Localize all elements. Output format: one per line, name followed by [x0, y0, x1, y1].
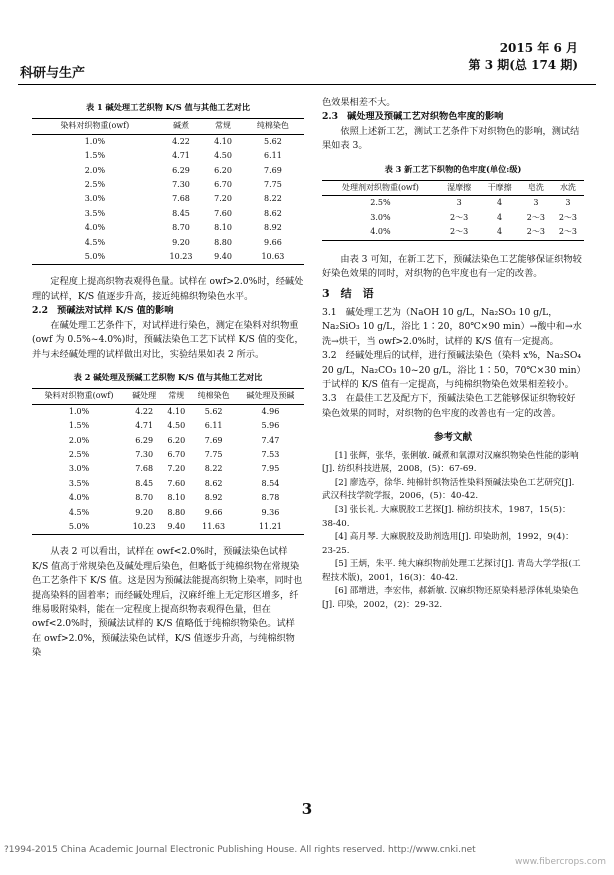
table-cell: 7.60 — [214, 208, 232, 218]
table-header-cell: 湿摩擦 — [439, 181, 479, 196]
table-cell: 1.5% — [68, 421, 90, 431]
table-cell: 3.0% — [370, 212, 391, 222]
table3-caption: 表 3 新工艺下织物的色牢度(单位:级) — [384, 163, 522, 174]
table-header-cell: 纯棉染色 — [242, 119, 304, 134]
table-cell: 2～3 — [526, 212, 545, 222]
table-header-cell: 染料对织物重(owf) — [32, 389, 126, 404]
table-cell: 8.70 — [135, 493, 154, 503]
table-cell: 4 — [479, 225, 519, 240]
table-header-cell: 碱处理及预碱 — [237, 389, 304, 404]
table-cell: 5.62 — [204, 406, 223, 416]
table-row — [32, 404, 304, 419]
table-cell: 3.0% — [68, 464, 90, 474]
table-cell: 4.22 — [135, 406, 154, 416]
table-row — [322, 196, 584, 211]
table-cell: 8.10 — [167, 493, 186, 503]
table1 — [32, 118, 304, 265]
table-cell: 11.63 — [190, 520, 236, 535]
table3 — [322, 180, 584, 241]
table-cell: 4 — [497, 212, 503, 222]
table-row — [32, 250, 304, 265]
table-cell: 9.66 — [264, 237, 282, 247]
conclusion-3-3: 3.3 在最佳工艺及配方下，预碱法染色工艺能够保证织物较好染色效果的同时，对织物的色牢度的改善也有一定的改善。 — [322, 393, 576, 419]
table-cell: 9.20 — [172, 237, 190, 247]
watermark: www.fibercrops.com — [515, 857, 606, 867]
table-cell: 4.0% — [322, 225, 439, 240]
table-cell: 8.92 — [204, 493, 223, 503]
issue-date: 2015 年 6 月 — [499, 41, 578, 55]
table-cell: 3.5% — [68, 478, 90, 488]
table-cell: 3.5% — [84, 208, 106, 218]
table-cell: 7.53 — [261, 449, 280, 459]
table-cell: 3.0% — [84, 194, 106, 204]
reference-item: [6] 邵增进，李宏伟，郝新敏. 汉麻织物还原染料悬浮体轧染染色[J]. 印染，2002，(2)：29-32. — [322, 586, 579, 611]
table-cell: 5.62 — [264, 136, 282, 146]
table-row — [32, 221, 304, 235]
table-header-cell: 皂洗 — [520, 181, 552, 196]
table-cell: 6.11 — [204, 421, 223, 431]
table2 — [32, 388, 304, 535]
table-cell: 8.10 — [214, 223, 232, 233]
table-cell: 7.68 — [135, 464, 154, 474]
left-paragraph-1: 定程度上提高织物表观得色量。试样在 owf>2.0%时，经碱处理的试样，K/S 值逐步升高，接近纯棉织物染色水平。 — [32, 276, 304, 302]
table-cell: 4.71 — [135, 421, 154, 431]
table-row — [32, 520, 304, 535]
table-cell: 4.22 — [172, 136, 190, 146]
table-cell: 4.50 — [214, 151, 232, 161]
table-row — [32, 149, 304, 163]
table-cell: 9.66 — [204, 507, 223, 517]
table-header-cell: 染料对织物重(owf) — [32, 119, 158, 134]
table-cell: 1.0% — [68, 406, 90, 416]
right-paragraph-0: 色效果相差不大。 — [322, 97, 396, 108]
table-cell: 10.23 — [158, 250, 204, 265]
table-row — [32, 207, 304, 221]
table-row — [32, 178, 304, 192]
reference-item: [1] 张辉，张华，张俐敏. 碱煮和氧漂对汉麻织物染色性能的影响[J]. 纺织科技进展，2008，(5)：67-69. — [322, 450, 579, 475]
table-header-cell: 碱处理 — [126, 389, 162, 404]
table-cell: 1.5% — [84, 151, 106, 161]
table-cell: 4.0% — [84, 223, 106, 233]
table-cell: 7.20 — [214, 194, 232, 204]
table-cell: 4.96 — [261, 406, 280, 416]
table-cell: 3 — [565, 198, 571, 208]
table-header-cell: 处理剂对织物重(owf) — [322, 181, 439, 196]
table-cell: 8.22 — [264, 194, 282, 204]
conclusion-3-1: 3.1 碱处理工艺为（NaOH 10 g/L，Na₂SO₃ 10 g/L，Na₂SiO₃ 10 g/L，浴比 1∶20，80℃×90 min）→酸中和→水洗→烘干，当 owf>2.0%时，试样的 K/S 值有一定提高。 — [322, 306, 582, 347]
left-paragraph-2: 在碱处理工艺条件下，对试样进行染色，测定在染料对织物重(owf 为 0.5%~4.0%)时，预碱法染色工艺下试样 K/S 值的变化，并与未经碱处理的试样做出对比，实验结果如表 2 所示。 — [32, 319, 304, 360]
table-cell: 2～3 — [439, 225, 479, 240]
table-cell: 8.78 — [261, 493, 280, 503]
table-cell: 5.96 — [261, 421, 280, 431]
table-cell: 8.54 — [261, 478, 280, 488]
table-cell: 2～3 — [552, 225, 584, 240]
table-row — [32, 434, 304, 448]
table-cell: 1.0% — [84, 136, 106, 146]
copyright-footer: ?1994-2015 China Academic Journal Electronic Publishing House. All rights reserved. http://www.cnki.net — [4, 845, 476, 855]
table-cell: 4.10 — [214, 136, 232, 146]
table-cell: 9.36 — [261, 507, 280, 517]
table-cell: 4 — [497, 198, 503, 208]
table-header-cell: 常规 — [162, 389, 190, 404]
table-row — [32, 462, 304, 476]
table-cell: 6.29 — [172, 165, 190, 175]
table-cell: 2.5% — [370, 198, 391, 208]
right-paragraph-2: 由表 3 可知，在新工艺下，预碱法染色工艺能够保证织物较好染色效果的同时，对织物的色牢度也有一定的改善。 — [322, 253, 582, 280]
table-cell: 8.45 — [172, 208, 190, 218]
table-cell: 9.40 — [204, 250, 242, 265]
table-row — [32, 419, 304, 433]
table-cell: 2.0% — [68, 435, 90, 445]
table-cell: 8.80 — [214, 237, 232, 247]
table-cell: 6.20 — [167, 435, 186, 445]
table-cell: 7.47 — [261, 435, 280, 445]
reference-item: [5] 王炳，朱平. 纯大麻织物前处理工艺探讨[J]. 青岛大学学报(工程技术版)，2001，16(3)：40-42. — [322, 559, 581, 583]
table-row — [322, 211, 584, 225]
table-cell: 4.71 — [172, 151, 190, 161]
table-cell: 2.5% — [84, 180, 106, 190]
table1-caption: 表 1 碱处理工艺织物 K/S 值与其他工艺对比 — [85, 102, 251, 112]
table-cell: 4.5% — [68, 507, 90, 517]
references-title: 参考文献 — [433, 432, 472, 444]
table-cell: 7.69 — [204, 435, 223, 445]
reference-item: [3] 张长礼. 大麻脱胶工艺探[J]. 棉纺织技术，1987，15(5)：38-40. — [322, 504, 571, 529]
table-cell: 5.0% — [32, 250, 158, 265]
table-row — [32, 192, 304, 206]
table-cell: 7.95 — [261, 464, 280, 474]
left-paragraph-3: 从表 2 可以看出，试样在 owf<2.0%时，预碱法染色试样 K/S 值高于常规染色及碱处理后染色，但略低于纯棉织物在常规染色工艺条件下 K/S 值。这是因为预碱法能提高织物上染率，同时也提高染料的固着率；而经碱处理后，汉麻纤维上无定形区增多，纤维易吸附染料，能在一定程度上提高织物表观得色量，但在 owf<2.0%时，预碱法试样的 K/S 值略低于纯棉织物染色。试样在 owf>2.0%，预碱法染色试样，K/S 值逐步升高，与纯棉织物染 — [32, 546, 303, 659]
table-cell: 7.68 — [172, 194, 190, 204]
table-row — [32, 236, 304, 250]
table-cell: 8.22 — [204, 464, 223, 474]
table-cell: 8.70 — [172, 223, 190, 233]
table-header-cell: 干摩擦 — [479, 181, 519, 196]
table-cell: 8.62 — [204, 478, 223, 488]
table-cell: 4.5% — [84, 237, 106, 247]
table-row — [32, 448, 304, 462]
table-header-cell: 碱煮 — [158, 119, 204, 134]
table-cell: 11.21 — [237, 520, 304, 535]
reference-item: [2] 廖选亭，徐华. 纯棉针织物活性染料预碱法染色工艺研究[J]. 武汉科技学院学报，2006，(5)：40-42. — [322, 477, 575, 502]
issue-number: 第 3 期(总 174 期) — [468, 58, 578, 72]
table-cell: 9.20 — [135, 507, 154, 517]
table-cell: 10.23 — [126, 520, 162, 535]
table-row — [32, 477, 304, 491]
table-cell: 2.0% — [84, 165, 106, 175]
left-column — [32, 100, 304, 661]
table2-caption: 表 2 碱处理及预碱工艺织物 K/S 值与其他工艺对比 — [73, 371, 263, 382]
table-row — [322, 225, 584, 240]
table-cell: 8.92 — [264, 223, 282, 233]
table-cell: 4.50 — [167, 421, 186, 431]
table-cell: 7.69 — [264, 165, 282, 175]
journal-name: 科研与生产 — [20, 66, 86, 81]
right-column — [322, 96, 584, 613]
table-row — [32, 491, 304, 505]
table-cell: 9.40 — [162, 520, 190, 535]
table-cell: 7.20 — [167, 464, 186, 474]
right-paragraph-1: 依照上述新工艺，测试工艺条件下对织物色的影响，测试结果如表 3。 — [322, 125, 580, 152]
table-row — [32, 134, 304, 149]
table-cell: 8.80 — [167, 507, 186, 517]
table-header-cell: 纯棉染色 — [190, 389, 236, 404]
table-cell: 7.30 — [172, 180, 190, 190]
table-cell: 7.75 — [204, 449, 223, 459]
table-cell: 2～3 — [450, 212, 469, 222]
table-cell: 6.70 — [167, 449, 186, 459]
table-cell: 7.75 — [264, 180, 282, 190]
table-cell: 4.0% — [68, 493, 90, 503]
references-list — [322, 450, 584, 613]
table-cell: 6.70 — [214, 180, 232, 190]
table-header-cell: 常规 — [204, 119, 242, 134]
issue-info — [469, 40, 578, 74]
table-cell: 10.63 — [242, 250, 304, 265]
table-cell: 3 — [456, 198, 462, 208]
table-cell: 8.45 — [135, 478, 154, 488]
conclusion-3-2: 3.2 经碱处理后的试样，进行预碱法染色（染料 x%，Na₂SO₄ 20 g/L，Na₂CO₃ 10~20 g/L，浴比 1∶50，70℃×30 min）于试样的 K/S 值有一定提高，与纯棉织物染色效果相差较小。 — [322, 350, 582, 390]
section-2-3-title: 2.3 碱处理及预碱工艺对织物色牢度的影响 — [322, 111, 504, 123]
page-number: 3 — [301, 800, 313, 818]
table-cell: 6.11 — [264, 151, 282, 161]
table-cell: 6.20 — [214, 165, 232, 175]
table-cell: 6.29 — [135, 435, 154, 445]
table-cell: 7.30 — [135, 449, 154, 459]
section-3-title: 3 结 语 — [322, 287, 374, 301]
table-cell: 5.0% — [32, 520, 126, 535]
header-rule — [18, 84, 596, 85]
table-cell: 4.10 — [167, 406, 186, 416]
table-header-cell: 水洗 — [552, 181, 584, 196]
table-cell: 3 — [533, 198, 539, 208]
table-cell: 2～3 — [520, 225, 552, 240]
table-cell: 7.60 — [167, 478, 186, 488]
table-cell: 8.62 — [264, 208, 282, 218]
table-row — [32, 506, 304, 520]
section-2-2-title: 2.2 预碱法对试样 K/S 值的影响 — [32, 305, 174, 317]
table-cell: 2～3 — [558, 212, 578, 222]
reference-item: [4] 高月琴. 大麻脱胶及助剂选用[J]. 印染助剂，1992，9(4)：23-25. — [322, 532, 574, 556]
table-cell: 2.5% — [68, 449, 90, 459]
table-row — [32, 164, 304, 178]
